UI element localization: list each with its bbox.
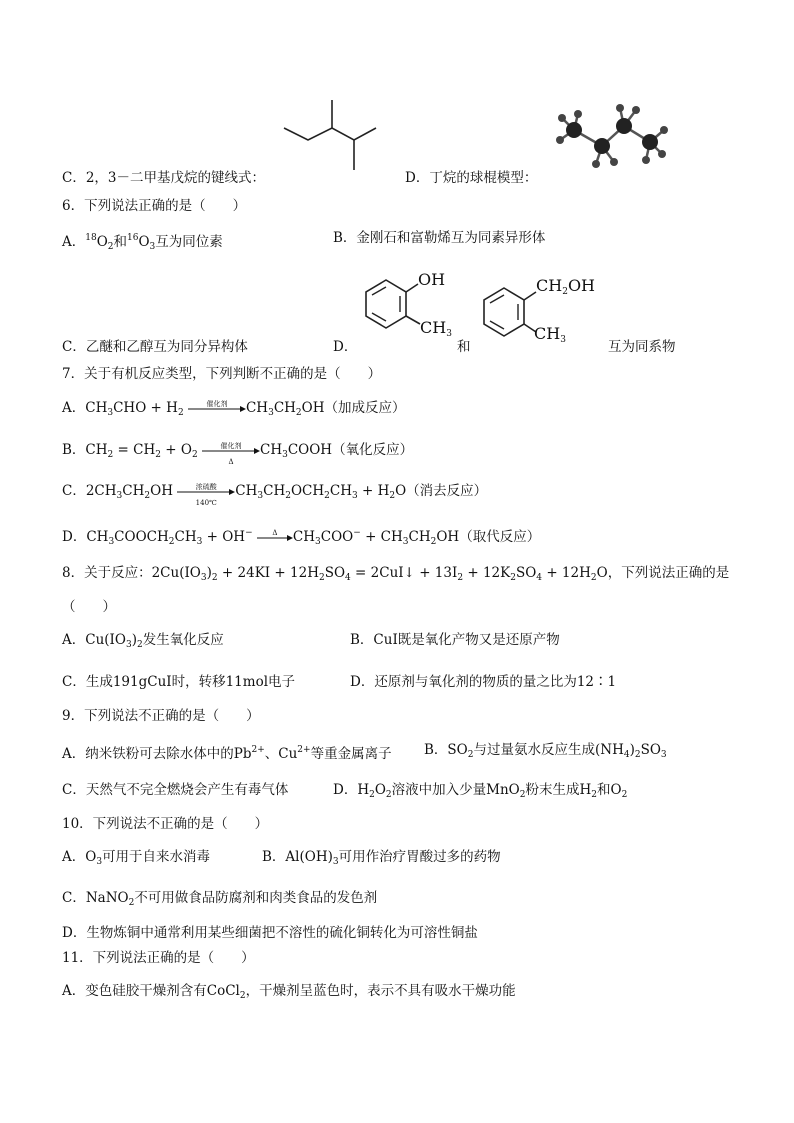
q7-option-b: B．$CH_2 = CH_2 + O_2$ 催化剂 Δ $CH_3COOH$（氧化反应） [62,441,414,466]
q7-option-d: D．$CH_3COOCH_2CH_3 + OH^-$ Δ $CH_3COO^- + CH_3CH_2OH$（取代反应） [62,528,541,547]
q6-option-c: C．乙醚和乙醇互为同分异构体 [62,339,248,355]
q5-option-c: C．2，3－二甲基戊烷的键线式： [62,170,266,186]
q6-option-d-prefix: D． [333,339,358,355]
q6-option-b: B．金刚石和富勒烯互为同素异形体 [333,230,546,246]
q6-option-a: A．$^{18}O_2$和$^{16}O_3$互为同位素 [62,233,223,252]
q10-option-a: A．$O_3$可用于自来水消毒 [62,849,211,867]
q9-option-c: C．天然气不完全燃烧会产生有毒气体 [62,782,289,798]
q8-paren: （ ） [62,599,116,615]
butane-ball-stick-model [552,100,672,174]
q8-option-a: A．$Cu(IO_3)_2$发生氧化反应 [62,632,224,650]
mol1-ch3-label: $CH_3$ [420,318,452,339]
q5-option-d: D．丁烷的球棍模型： [405,170,538,186]
q6-option-d-and: 和 [457,339,471,355]
q8-option-c: C．生成191gCuI时，转移11mol电子 [62,674,296,690]
q8-option-b: B．CuI既是氧化产物又是还原产物 [350,632,560,648]
mol2-ch3-label: $CH_3$ [534,324,566,345]
q10-option-c: C．NaNO$_2$不可用做食品防腐剂和肉类食品的发色剂 [62,890,378,908]
mol1-oh-label: OH [418,270,446,289]
q10-option-d: D．生物炼铜中通常利用某些细菌把不溶性的硫化铜转化为可溶性铜盐 [62,925,478,941]
q8-stem: 8．关于反应：$2Cu(IO_3)_2 + 24KI + 12H_2SO_4$ = 2CuI↓ + $13I_2 + 12K_2SO_4 + 12H_2O$，下列说法正确的是 [62,565,730,583]
q9-option-a: A．纳米铁粉可去除水体中的$Pb^{2+}$、$Cu^{2+}$等重金属离子 [62,745,392,762]
q9-stem: 9．下列说法不正确的是（ ） [62,708,260,724]
q11-stem: 11．下列说法正确的是（ ） [62,950,255,966]
q9-option-d: D．$H_2O_2$溶液中加入少量MnO$_2$粉末生成$H_2$和$O_2$ [333,782,628,800]
q11-option-a: A．变色硅胶干燥剂含有CoCl$_2$，干燥剂呈蓝色时，表示不具有吸水干燥功能 [62,983,516,1001]
q7-option-c: C．$2CH_3CH_2OH$ 浓硫酸 140℃ $CH_3CH_2OCH_2CH_3 + H_2O$（消去反应） [62,482,488,507]
q6-option-d-suffix: 互为同系物 [608,339,676,355]
q6-stem: 6．下列说法正确的是（ ） [62,198,247,214]
q9-option-b: B．$SO_2$与过量氨水反应生成$(NH_4)_2SO_3$ [424,742,667,760]
q8-option-d: D．还原剂与氧化剂的物质的量之比为12∶1 [350,674,617,690]
dimethylpentane-skeletal-formula [278,96,378,176]
q10-stem: 10．下列说法不正确的是（ ） [62,816,269,832]
q10-option-b: B．$Al(OH)_3$可用作治疗胃酸过多的药物 [262,849,501,867]
q7-stem: 7．关于有机反应类型，下列判断不正确的是（ ） [62,366,382,382]
mol2-ch2oh-label: $CH_2OH$ [536,276,596,297]
q7-option-a: A．$CH_3CHO + H_2$ 催化剂 $CH_3CH_2OH$（加成反应） [62,399,406,418]
